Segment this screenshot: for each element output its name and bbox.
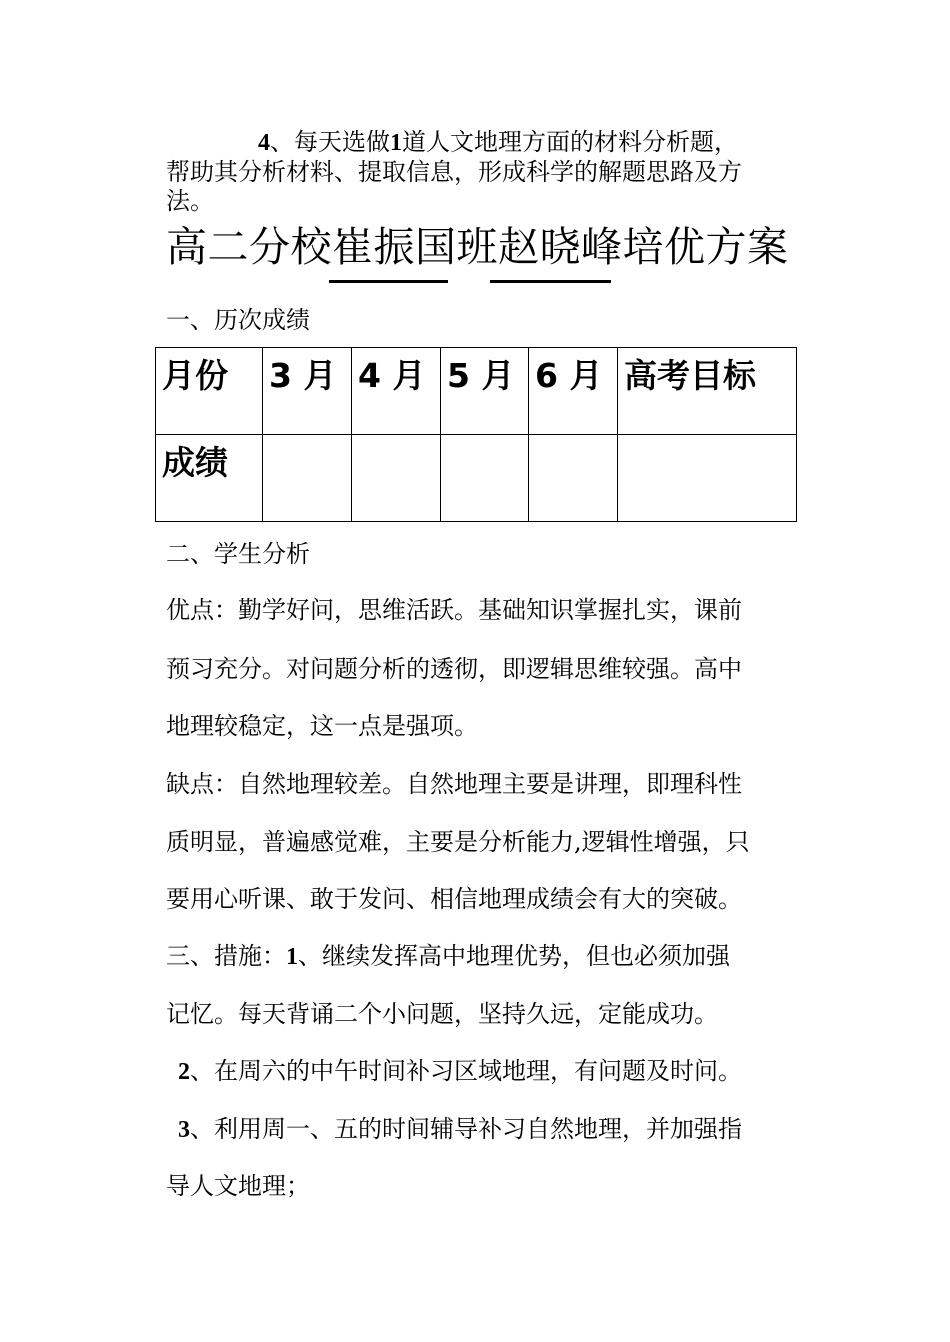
- header-cell-may: 5 月: [441, 348, 529, 435]
- strengths-line-2: 预习充分。对问题分析的透彻，即逻辑思维较强。高中: [166, 655, 742, 683]
- intro-line-2: 帮助其分析材料、提取信息，形成科学的解题思路及方: [166, 158, 742, 186]
- score-cell-april: [352, 435, 441, 522]
- header-cell-month: 月份: [156, 348, 263, 435]
- measures-line-1: 三、措施：1、继续发挥高中地理优势，但也必须加强: [166, 942, 730, 970]
- section-2-heading: 二、学生分析: [166, 540, 310, 568]
- scores-table: [155, 347, 797, 522]
- weaknesses-line-2: 质明显，普遍感觉难，主要是分析能力,逻辑性增强，只: [166, 828, 750, 856]
- score-cell-target: [618, 435, 797, 522]
- score-cell-june: [529, 435, 618, 522]
- intro-line-1: 4、每天选做1道人文地理方面的材料分析题，: [258, 128, 738, 156]
- header-cell-june: 6 月: [529, 348, 618, 435]
- weaknesses-line-3: 要用心听课、敢于发问、相信地理成绩会有大的突破。: [166, 885, 742, 913]
- measures-item-2: 2、在周六的中午时间补习区域地理，有问题及时问。: [178, 1057, 742, 1085]
- measures-item-3-line-1: 3、利用周一、五的时间辅导补习自然地理，并加强指: [178, 1115, 742, 1143]
- page-title: 高二分校崔振国班赵晓峰培优方案: [166, 223, 789, 271]
- strengths-line-1: 优点：勤学好问，思维活跃。基础知识掌握扎实，课前: [166, 596, 742, 624]
- row-label-score: 成绩: [156, 435, 263, 522]
- header-cell-april: 4 月: [352, 348, 441, 435]
- weaknesses-line-1: 缺点：自然地理较差。自然地理主要是讲理，即理科性: [166, 770, 742, 798]
- score-cell-march: [263, 435, 352, 522]
- section-1-heading: 一、历次成绩: [166, 306, 310, 334]
- table-header-row: [156, 348, 797, 435]
- table-row-scores: [156, 435, 797, 522]
- intro-line-3: 法。: [166, 187, 214, 215]
- strengths-line-3: 地理较稳定，这一点是强项。: [166, 712, 478, 740]
- title-underline-right: [490, 280, 611, 283]
- header-cell-march: 3 月: [263, 348, 352, 435]
- score-cell-may: [441, 435, 529, 522]
- header-cell-target: 高考目标: [618, 348, 797, 435]
- title-underline-left: [329, 280, 448, 283]
- measures-line-2: 记忆。每天背诵二个小问题，坚持久远，定能成功。: [166, 1000, 718, 1028]
- measures-item-3-line-2: 导人文地理；: [166, 1172, 310, 1200]
- intro-paragraph: [166, 128, 791, 216]
